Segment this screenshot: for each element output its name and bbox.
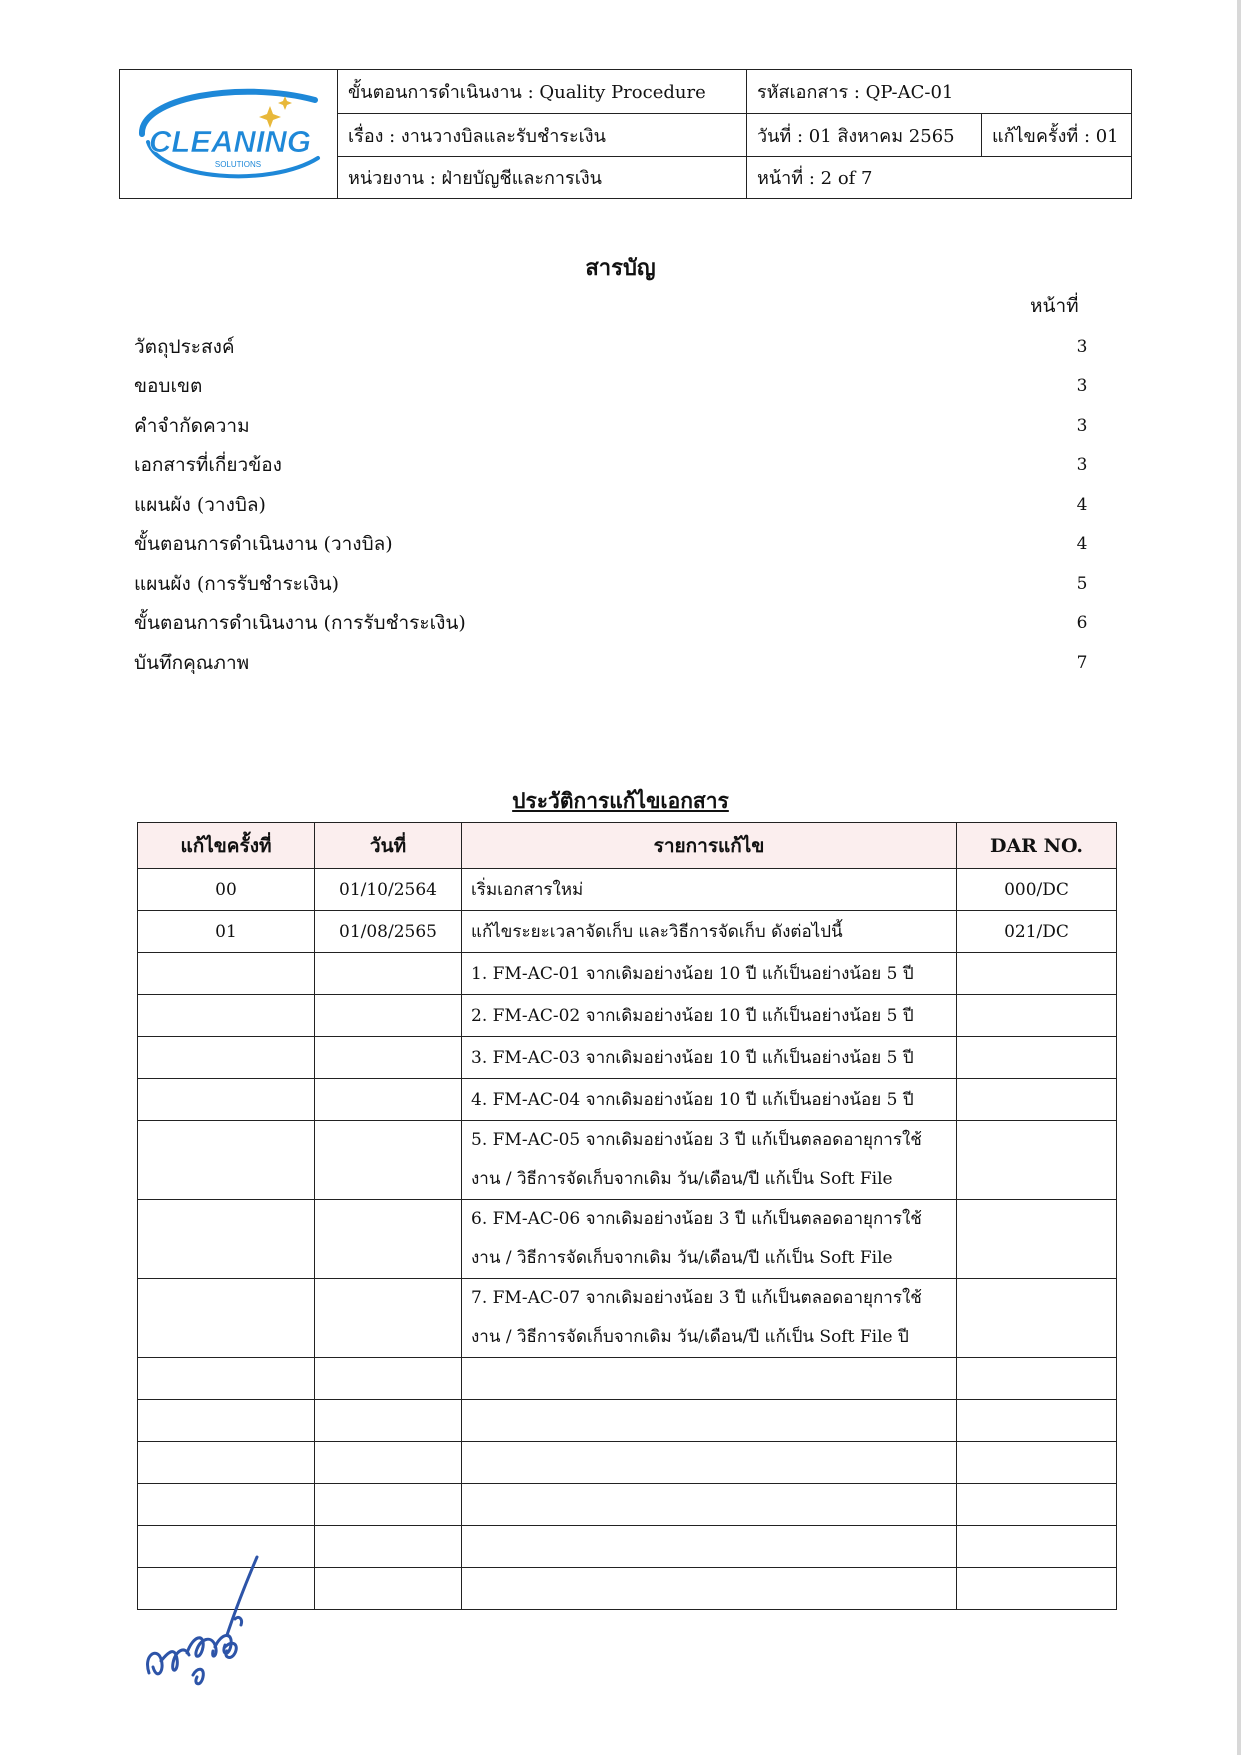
toc-item-page: 7	[1076, 652, 1088, 673]
table-row	[138, 953, 1117, 995]
logo-tagline-text: SOLUTIONS	[214, 160, 262, 169]
table-row	[138, 1484, 1117, 1526]
toc-item	[134, 564, 1102, 604]
cell-description	[462, 1442, 957, 1484]
table-row	[138, 1442, 1117, 1484]
toc-item-label: แผนผัง (วางบิล)	[134, 493, 266, 516]
cell-dar-no	[957, 1400, 1117, 1442]
toc-item-label: บันทึกคุณภาพ	[134, 651, 250, 674]
page-number: หน้าที่ : 2 of 7	[757, 168, 873, 189]
toc-item-page: 5	[1076, 573, 1088, 594]
column-header-date: วันที่	[315, 823, 462, 869]
toc-item	[134, 327, 1102, 367]
document-header	[119, 69, 1132, 199]
toc-item-page: 4	[1076, 494, 1088, 515]
cell-date	[315, 1358, 462, 1400]
toc-item-page: 4	[1076, 534, 1088, 555]
department: หน่วยงาน : ฝ่ายบัญชีและการเงิน	[338, 157, 747, 198]
toc-item	[134, 406, 1102, 446]
cell-date	[315, 1484, 462, 1526]
cell-date: 01/08/2565	[315, 911, 462, 953]
revision-history-title: ประวัติการแก้ไขเอกสาร	[512, 788, 729, 813]
toc-item	[134, 525, 1102, 565]
cell-dar-no	[957, 1526, 1117, 1568]
column-header-revision: แก้ไขครั้งที่	[138, 823, 315, 869]
cell-date	[315, 1037, 462, 1079]
cell-description: แก้ไขระยะเวลาจัดเก็บ และวิธีการจัดเก็บ ดังต่อไปนี้	[462, 911, 957, 953]
toc-item-page: 3	[1076, 376, 1088, 397]
cell-description: 4. FM-AC-04 จากเดิมอย่างน้อย 10 ปี แก้เป็นอย่างน้อย 5 ปี	[462, 1079, 957, 1121]
table-header-row	[138, 823, 1117, 869]
table-row	[138, 1037, 1117, 1079]
cell-description	[462, 1400, 957, 1442]
company-logo	[120, 70, 338, 198]
cell-revision	[138, 1400, 315, 1442]
toc-item	[134, 643, 1102, 683]
cell-date	[315, 1279, 462, 1358]
revision-history-table	[137, 822, 1117, 1610]
cell-revision	[138, 1484, 315, 1526]
toc-item	[134, 446, 1102, 486]
cell-date	[315, 1568, 462, 1610]
cell-dar-no	[957, 953, 1117, 995]
toc-item-page: 3	[1076, 455, 1088, 476]
table-row	[138, 1279, 1117, 1358]
table-row	[138, 1358, 1117, 1400]
cell-revision	[138, 1279, 315, 1358]
cell-revision	[138, 1037, 315, 1079]
toc-item-label: ขั้นตอนการดำเนินงาน (วางบิล)	[134, 533, 393, 556]
cell-dar-no	[957, 1358, 1117, 1400]
cell-dar-no	[957, 1037, 1117, 1079]
document-date: วันที่ : 01 สิงหาคม 2565	[747, 114, 982, 157]
column-header-dar-no: DAR NO.	[957, 823, 1117, 869]
toc-item-label: วัตถุประสงค์	[134, 335, 235, 358]
cell-dar-no	[957, 1079, 1117, 1121]
cell-date	[315, 1079, 462, 1121]
handwritten-signature	[135, 1555, 285, 1705]
toc-item	[134, 604, 1102, 644]
toc-item-page: 3	[1076, 336, 1088, 357]
column-header-description: รายการแก้ไข	[462, 823, 957, 869]
cell-date	[315, 1400, 462, 1442]
toc-item-label: เอกสารที่เกี่ยวข้อง	[134, 454, 282, 477]
cell-revision	[138, 995, 315, 1037]
cell-date	[315, 1121, 462, 1200]
cell-dar-no	[957, 1484, 1117, 1526]
table-row	[138, 869, 1117, 911]
cell-date	[315, 1200, 462, 1279]
toc-item-page: 6	[1076, 613, 1088, 634]
cell-date	[315, 1526, 462, 1568]
cell-description: 1. FM-AC-01 จากเดิมอย่างน้อย 10 ปี แก้เป็นอย่างน้อย 5 ปี	[462, 953, 957, 995]
cell-description	[462, 1358, 957, 1400]
cell-dar-no	[957, 1568, 1117, 1610]
toc-item-label: ขอบเขต	[134, 375, 203, 398]
document-code: รหัสเอกสาร : QP-AC-01	[747, 70, 1131, 114]
cell-description: 7. FM-AC-07 จากเดิมอย่างน้อย 3 ปี แก้เป็นตลอดอายุการใช้งาน / วิธีการจัดเก็บจากเดิม วัน/เดือน/ปี แก้เป็น Soft File ปี	[462, 1279, 957, 1358]
cell-date	[315, 995, 462, 1037]
cell-revision	[138, 1358, 315, 1400]
cell-description: 6. FM-AC-06 จากเดิมอย่างน้อย 3 ปี แก้เป็นตลอดอายุการใช้งาน / วิธีการจัดเก็บจากเดิม วัน/เดือน/ปี แก้เป็น Soft File	[462, 1200, 957, 1279]
toc-list	[134, 327, 1102, 683]
procedure-title: ขั้นตอนการดำเนินงาน : Quality Procedure	[338, 70, 747, 114]
cell-revision	[138, 953, 315, 995]
toc-item-label: คำจำกัดความ	[134, 414, 250, 437]
cell-date	[315, 953, 462, 995]
cell-description: 5. FM-AC-05 จากเดิมอย่างน้อย 3 ปี แก้เป็นตลอดอายุการใช้งาน / วิธีการจัดเก็บจากเดิม วัน/เดือน/ปี แก้เป็น Soft File	[462, 1121, 957, 1200]
table-row	[138, 1079, 1117, 1121]
toc-title: สารบัญ	[585, 255, 656, 281]
cell-revision	[138, 1121, 315, 1200]
revision-number: แก้ไขครั้งที่ : 01	[982, 114, 1131, 157]
cell-description: 2. FM-AC-02 จากเดิมอย่างน้อย 10 ปี แก้เป็นอย่างน้อย 5 ปี	[462, 995, 957, 1037]
cell-revision: 01	[138, 911, 315, 953]
table-row	[138, 911, 1117, 953]
table-row	[138, 1200, 1117, 1279]
cell-revision	[138, 1442, 315, 1484]
toc-page-header: หน้าที่	[1030, 295, 1079, 317]
cell-dar-no	[957, 1200, 1117, 1279]
cell-revision	[138, 1200, 315, 1279]
cell-description	[462, 1526, 957, 1568]
cell-dar-no: 021/DC	[957, 911, 1117, 953]
toc-item	[134, 367, 1102, 407]
cell-description	[462, 1484, 957, 1526]
cell-description: เริ่มเอกสารใหม่	[462, 869, 957, 911]
cell-date	[315, 1442, 462, 1484]
cell-description	[462, 1568, 957, 1610]
cell-dar-no	[957, 1279, 1117, 1358]
table-row	[138, 995, 1117, 1037]
document-subject: เรื่อง : งานวางบิลและรับชำระเงิน	[338, 114, 747, 157]
toc-item-label: ขั้นตอนการดำเนินงาน (การรับชำระเงิน)	[134, 612, 466, 635]
cell-date: 01/10/2564	[315, 869, 462, 911]
toc-item	[134, 485, 1102, 525]
cell-dar-no	[957, 1121, 1117, 1200]
cell-revision	[138, 1079, 315, 1121]
cell-dar-no	[957, 995, 1117, 1037]
cell-description: 3. FM-AC-03 จากเดิมอย่างน้อย 10 ปี แก้เป็นอย่างน้อย 5 ปี	[462, 1037, 957, 1079]
logo-brand-text: CLEANING	[149, 124, 311, 159]
toc-item-page: 3	[1076, 415, 1088, 436]
table-row	[138, 1400, 1117, 1442]
toc-item-label: แผนผัง (การรับชำระเงิน)	[134, 572, 340, 595]
cell-revision: 00	[138, 869, 315, 911]
table-row	[138, 1121, 1117, 1200]
cell-dar-no	[957, 1442, 1117, 1484]
cell-dar-no: 000/DC	[957, 869, 1117, 911]
logo-icon	[120, 70, 340, 198]
